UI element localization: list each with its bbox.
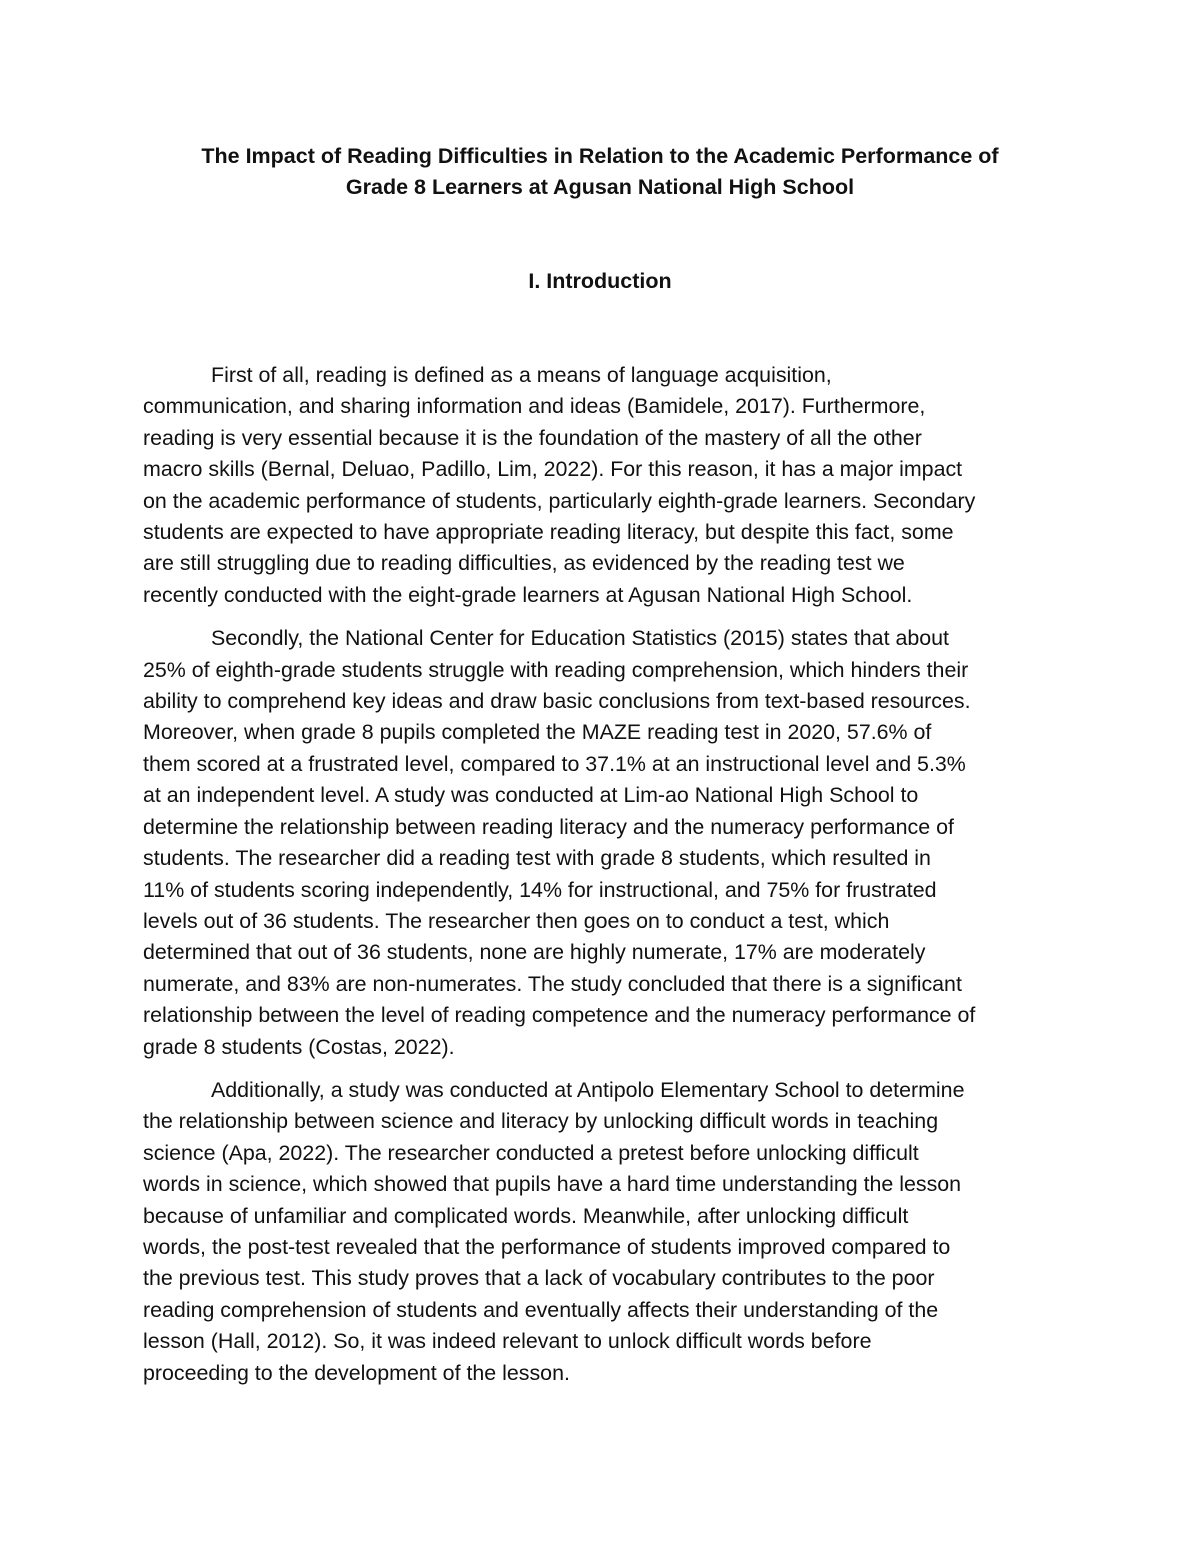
paragraph-line: the relationship between science and literacy by unlocking difficult words in teaching — [143, 1109, 939, 1134]
paragraph — [143, 360, 1063, 611]
paragraph-line: because of unfamiliar and complicated words. Meanwhile, after unlocking difficult — [143, 1203, 909, 1228]
paragraph-line: 25% of eighth-grade students struggle with reading comprehension, which hinders their — [143, 657, 969, 682]
paragraph-line: students are expected to have appropriate reading literacy, but despite this fact, some — [143, 520, 954, 545]
paragraph-line: communication, and sharing information and ideas (Bamidele, 2017). Furthermore, — [143, 394, 926, 419]
paragraph-line: relationship between the level of reading competence and the numeracy performance of — [143, 1003, 976, 1028]
paragraph — [143, 623, 1063, 1063]
paragraph-line: determined that out of 36 students, none are highly numerate, 17% are moderately — [143, 940, 926, 965]
paragraph — [143, 1075, 1063, 1389]
document-body — [143, 360, 1063, 1401]
title-line: Grade 8 Learners at Agusan National High School — [345, 175, 855, 199]
paragraph-line: 11% of students scoring independently, 14% for instructional, and 75% for frustrated — [143, 877, 937, 902]
paragraph-line: on the academic performance of students, particularly eighth-grade learners. Secondary — [143, 488, 976, 513]
paragraph-line: numerate, and 83% are non-numerates. The study concluded that there is a significant — [143, 971, 962, 996]
paragraph-line: are still struggling due to reading difficulties, as evidenced by the reading test we — [143, 551, 905, 576]
paragraph-line: Additionally, a study was conducted at Antipolo Elementary School to determine — [211, 1077, 965, 1102]
paragraph-line: grade 8 students (Costas, 2022). — [143, 1034, 455, 1059]
paragraph-line: reading comprehension of students and eventually affects their understanding of the — [143, 1297, 939, 1322]
paragraph-line: at an independent level. A study was conducted at Lim-ao National High School to — [143, 783, 919, 808]
title-line: The Impact of Reading Difficulties in Relation to the Academic Performance of — [201, 144, 999, 168]
paragraph-line: science (Apa, 2022). The researcher conducted a pretest before unlocking difficult — [143, 1140, 919, 1165]
section-heading: I. Introduction — [528, 269, 672, 293]
paragraph-line: Secondly, the National Center for Education Statistics (2015) states that about — [211, 626, 949, 651]
paragraph-line: determine the relationship between reading literacy and the numeracy performance of — [143, 814, 954, 839]
paragraph-line: levels out of 36 students. The researcher then goes on to conduct a test, which — [143, 908, 890, 933]
document-title — [100, 141, 1100, 203]
paragraph-line: ability to comprehend key ideas and draw basic conclusions from text-based resources. — [143, 689, 971, 714]
paragraph-line: First of all, reading is defined as a means of language acquisition, — [211, 363, 832, 387]
paragraph-line: proceeding to the development of the lesson. — [143, 1360, 570, 1385]
paragraph-line: the previous test. This study proves that a lack of vocabulary contributes to the poor — [143, 1266, 935, 1291]
paragraph-line: recently conducted with the eight-grade learners at Agusan National High School. — [143, 582, 913, 607]
paragraph-line: words, the post-test revealed that the performance of students improved compared to — [143, 1234, 951, 1259]
paragraph-line: macro skills (Bernal, Deluao, Padillo, Lim, 2022). For this reason, it has a major impact — [143, 457, 963, 482]
paragraph-line: Moreover, when grade 8 pupils completed the MAZE reading test in 2020, 57.6% of — [143, 720, 932, 745]
paragraph-line: them scored at a frustrated level, compared to 37.1% at an instructional level and 5.3% — [143, 751, 966, 776]
paragraph-line: words in science, which showed that pupils have a hard time understanding the lesson — [143, 1172, 962, 1197]
paragraph-line: lesson (Hall, 2012). So, it was indeed relevant to unlock difficult words before — [143, 1329, 872, 1354]
paragraph-line: reading is very essential because it is the foundation of the mastery of all the other — [143, 425, 922, 450]
paragraph-line: students. The researcher did a reading test with grade 8 students, which resulted in — [143, 846, 931, 871]
